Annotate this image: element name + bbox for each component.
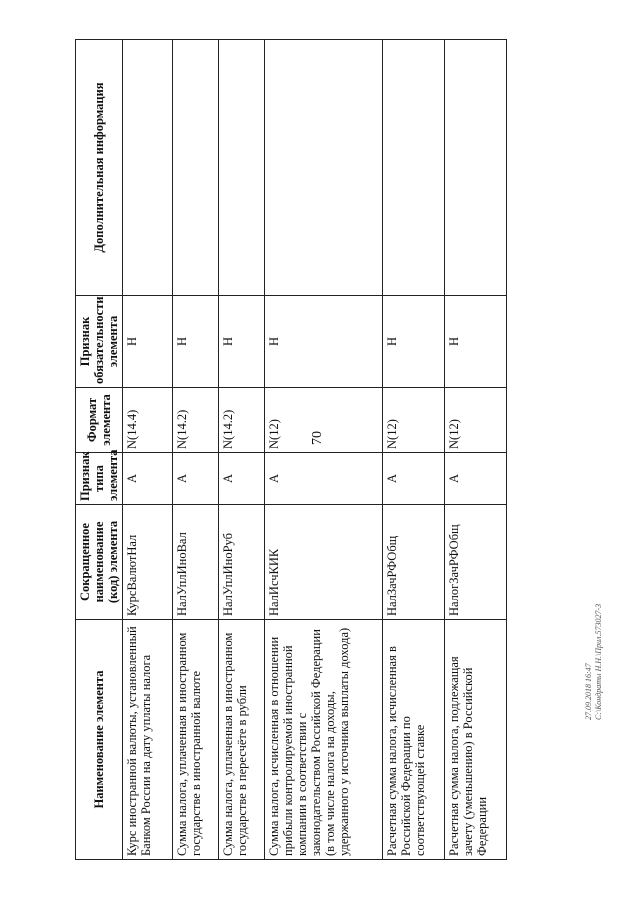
- stamp-path: С:\Кондраты Н.Н.\Прил.573027-3: [594, 603, 603, 720]
- table-row: [445, 40, 507, 860]
- cell-required: Н: [383, 296, 445, 388]
- cell-format: N(12): [445, 388, 507, 453]
- cell-extra-info: [383, 40, 445, 296]
- cell-type: А: [383, 453, 445, 505]
- page-number: 70: [310, 431, 325, 445]
- cell-short-code: НалУплИноВал: [173, 505, 219, 620]
- stamp-date: 27.09.2018 16:47: [584, 663, 593, 720]
- cell-element-name: Курс иностранной валюты, установленный Банком России на дату уплаты налога: [123, 620, 173, 860]
- cell-element-name: Расчетная сумма налога, подлежащая зачету (уменьшению) в Российской Федерации: [445, 620, 507, 860]
- table-row: [383, 40, 445, 860]
- header-format: Формат элемента: [76, 388, 123, 453]
- file-stamp: [584, 560, 614, 720]
- header-element-name: Наименование элемента: [76, 620, 123, 860]
- cell-extra-info: [173, 40, 219, 296]
- cell-required: Н: [123, 296, 173, 388]
- cell-format: N(14.2): [219, 388, 265, 453]
- cell-type: А: [219, 453, 265, 505]
- cell-required: Н: [445, 296, 507, 388]
- cell-format: N(14.2): [173, 388, 219, 453]
- cell-extra-info: [445, 40, 507, 296]
- cell-element-name: Сумма налога, уплаченная в иностранном государстве в пересчёте в рубли: [219, 620, 265, 860]
- header-short-code: Сокращенное наименование (код) элемента: [76, 505, 123, 620]
- cell-short-code: НалЗачРФОбщ: [383, 505, 445, 620]
- elements-table: [75, 39, 507, 860]
- cell-element-name: Сумма налога, исчисленная в отношении прибыли контролируемой иностранной компании в соответствии с законодательством Российской Федерации (в том числе налога на доходы, удержанного у источника выплаты дохода): [265, 620, 383, 860]
- table-row: [123, 40, 173, 860]
- cell-required: Н: [265, 296, 383, 388]
- header-extra-info: Дополнительная информация: [76, 40, 123, 296]
- cell-element-name: Расчетная сумма налога, исчисленная в Российской Федерации по соответствующей ставке: [383, 620, 445, 860]
- cell-short-code: НалИсчКИК: [265, 505, 383, 620]
- table-row: [219, 40, 265, 860]
- cell-extra-info: [265, 40, 383, 296]
- cell-type: А: [173, 453, 219, 505]
- table-row: [173, 40, 219, 860]
- header-type: Признак типа элемента: [76, 453, 123, 505]
- cell-format: N(14.4): [123, 388, 173, 453]
- table-container: [75, 40, 500, 860]
- cell-format: N(12): [265, 388, 383, 453]
- cell-required: Н: [173, 296, 219, 388]
- cell-short-code: НалогЗачРФОбщ: [445, 505, 507, 620]
- cell-extra-info: [123, 40, 173, 296]
- cell-format: N(12): [383, 388, 445, 453]
- cell-element-name: Сумма налога, уплаченная в иностранном государстве в иностранной валюте: [173, 620, 219, 860]
- cell-short-code: НалУплИноРуб: [219, 505, 265, 620]
- cell-required: Н: [219, 296, 265, 388]
- header-required: Признак обязательности элемента: [76, 296, 123, 388]
- cell-short-code: КурсВалютНал: [123, 505, 173, 620]
- cell-extra-info: [219, 40, 265, 296]
- cell-type: А: [265, 453, 383, 505]
- cell-type: А: [445, 453, 507, 505]
- cell-type: А: [123, 453, 173, 505]
- table-row: [265, 40, 383, 860]
- table-header-row: [76, 40, 123, 860]
